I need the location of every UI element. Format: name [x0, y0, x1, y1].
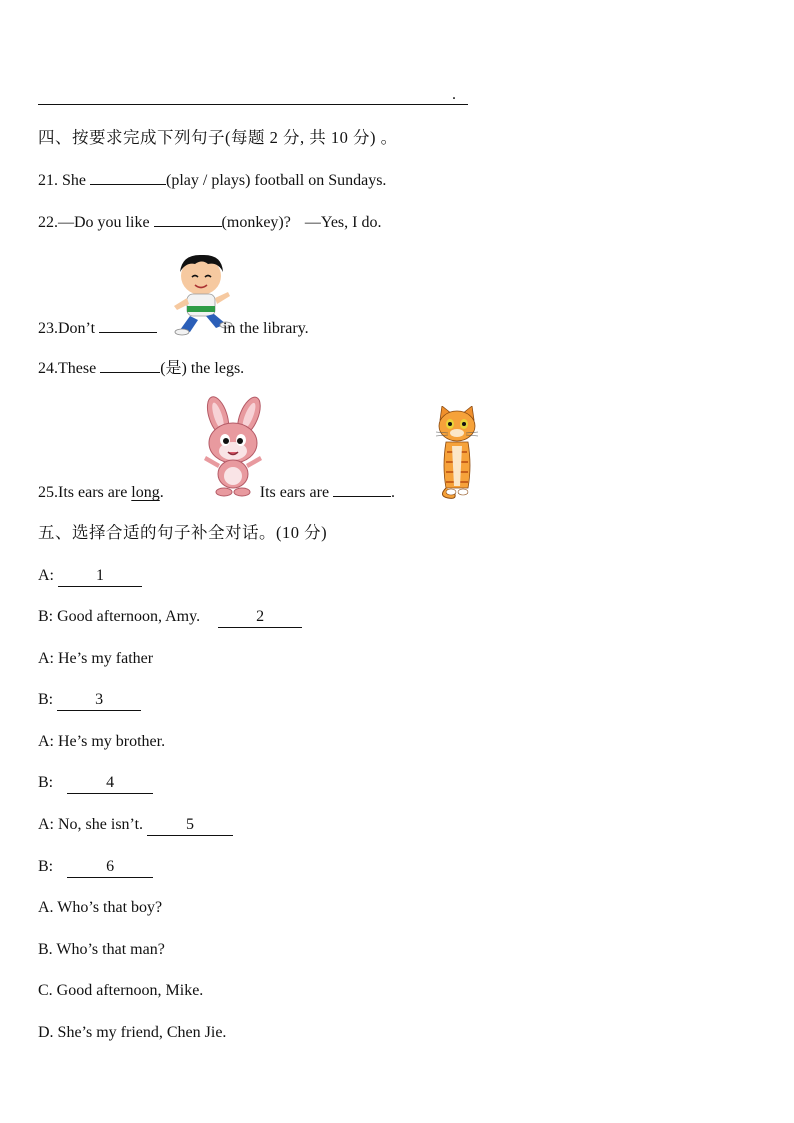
dialog-blank-5[interactable]: 5: [147, 815, 233, 836]
dialog-line-7: A: No, she isn’t. 5: [38, 815, 233, 836]
question-21: 21. She (play / plays) football on Sundays.: [38, 172, 387, 189]
blank-23[interactable]: [99, 318, 157, 333]
answer-rule-period: .: [452, 86, 456, 103]
cat-illustration: [434, 406, 480, 500]
dialog-blank-1[interactable]: 1: [58, 566, 142, 587]
option-b: B. Who’s that man?: [38, 941, 165, 958]
option-c: C. Good afternoon, Mike.: [38, 982, 204, 999]
question-25: 25.Its ears are long. Its ears are .: [38, 484, 396, 501]
underlined-long: long: [131, 484, 160, 501]
blank-25[interactable]: [333, 482, 391, 497]
section-5-heading: 五、选择合适的句子补全对话。(10 分): [38, 523, 328, 542]
question-22: 22.—Do you like (monkey)? —Yes, I do.: [38, 214, 382, 231]
blank-21[interactable]: [90, 170, 166, 185]
answer-rule: [38, 104, 468, 105]
dialog-blank-6[interactable]: 6: [67, 857, 153, 878]
dialog-blank-4[interactable]: 4: [67, 773, 153, 794]
blank-22[interactable]: [154, 212, 222, 227]
blank-24[interactable]: [100, 358, 160, 373]
option-a: A. Who’s that boy?: [38, 899, 163, 916]
question-23: 23.Don’t in the library.: [38, 320, 309, 337]
dialog-line-6: B: 4: [38, 773, 153, 794]
dialog-line-5: A: He’s my brother.: [38, 733, 166, 750]
dialog-line-2: B: Good afternoon, Amy. 2: [38, 607, 302, 628]
dialog-blank-2[interactable]: 2: [218, 607, 302, 628]
option-d: D. She’s my friend, Chen Jie.: [38, 1024, 227, 1041]
question-24: 24.These (是) the legs.: [38, 360, 245, 377]
dialog-line-4: B: 3: [38, 690, 141, 711]
dialog-line-8: B: 6: [38, 857, 153, 878]
dialog-blank-3[interactable]: 3: [57, 690, 141, 711]
dialog-line-3: A: He’s my father: [38, 650, 154, 667]
dialog-line-1: A: 1: [38, 566, 142, 587]
section-4-heading: 四、按要求完成下列句子(每题 2 分, 共 10 分) 。: [38, 128, 398, 147]
